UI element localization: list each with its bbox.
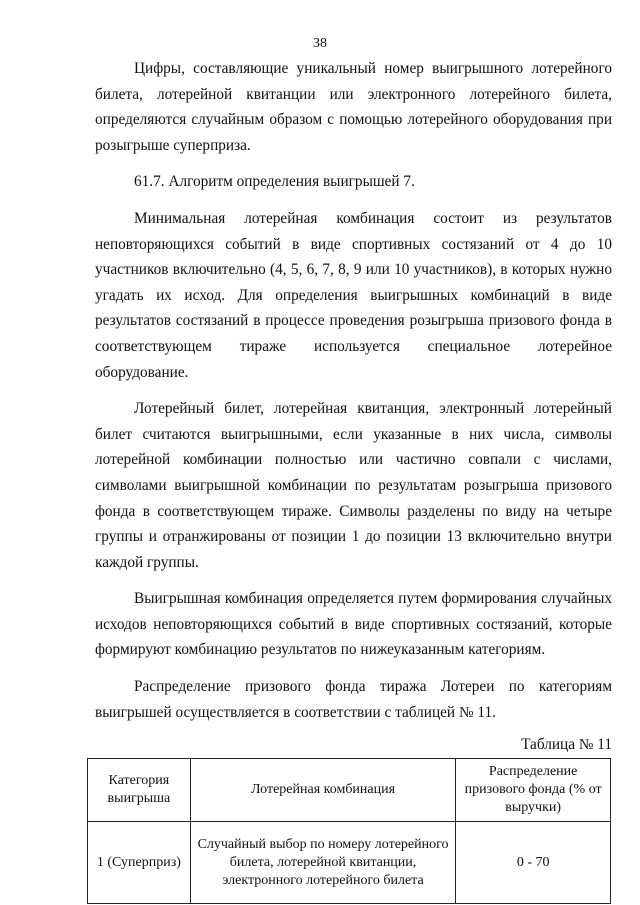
paragraph-winning-ticket: Лотерейный билет, лотерейная квитанция, электронный лотерейный билет считаются выигрышными, если указанные в них числа, символы лотерейной комбинации полностью или частично совпали с числами, символами выигрышной комбинации по результатам розыгрыша призового фонда в соответствующем тираже. Символы разделены по виду на четыре группы и отранжированы от позиции 1 до позиции 13 включительно внутри каждой группы. bbox=[95, 400, 612, 571]
table-header-row bbox=[88, 759, 611, 822]
header-combination: Лотерейная комбинация bbox=[190, 759, 456, 822]
paragraph-superprize-digits: Цифры, составляющие уникальный номер выигрышного лотерейного билета, лотерейной квитанции или электронного лотерейного билета, определяются случайным образом с помощью лотерейного оборудования при розыгрыше суперприза. bbox=[95, 60, 612, 154]
table-row bbox=[88, 822, 611, 904]
section-heading-algorithm-7: 61.7. Алгоритм определения выигрышей 7. bbox=[134, 173, 415, 191]
table-caption: Таблица № 11 bbox=[521, 736, 612, 754]
page-number: 38 bbox=[313, 36, 327, 51]
cell-combination: Случайный выбор по номеру лотерейного билета, лотерейной квитанции, электронного лотерейного билета bbox=[190, 822, 456, 904]
header-category: Категория выигрыша bbox=[88, 759, 191, 822]
cell-category: 1 (Суперприз) bbox=[88, 822, 191, 904]
prize-distribution-table bbox=[87, 758, 611, 904]
paragraph-winning-combination: Выигрышная комбинация определяется путем формирования случайных исходов неповторяющихся событий в виде спортивных состязаний, которые формируют комбинацию результатов по нижеуказанным категориям. bbox=[95, 590, 612, 659]
cell-distribution: 0 - 70 bbox=[456, 822, 611, 904]
document-body bbox=[95, 56, 612, 904]
paragraph-minimal-combination: Минимальная лотерейная комбинация состоит из результатов неповторяющихся событий в виде спортивных состязаний от 4 до 10 участников включительно (4, 5, 6, 7, 8, 9 или 10 участников), в которых нужно угадать их исход. Для определения выигрышных комбинаций в виде результатов состязаний в процессе проведения розыгрыша призового фонда в соответствующем тираже используется специальное лотерейное оборудование. bbox=[95, 209, 612, 381]
header-distribution: Распределение призового фонда (% от выручки) bbox=[456, 759, 611, 822]
paragraph-prize-distribution: Распределение призового фонда тиража Лотереи по категориям выигрышей осуществляется в соответствии с таблицей № 11. bbox=[95, 678, 612, 721]
